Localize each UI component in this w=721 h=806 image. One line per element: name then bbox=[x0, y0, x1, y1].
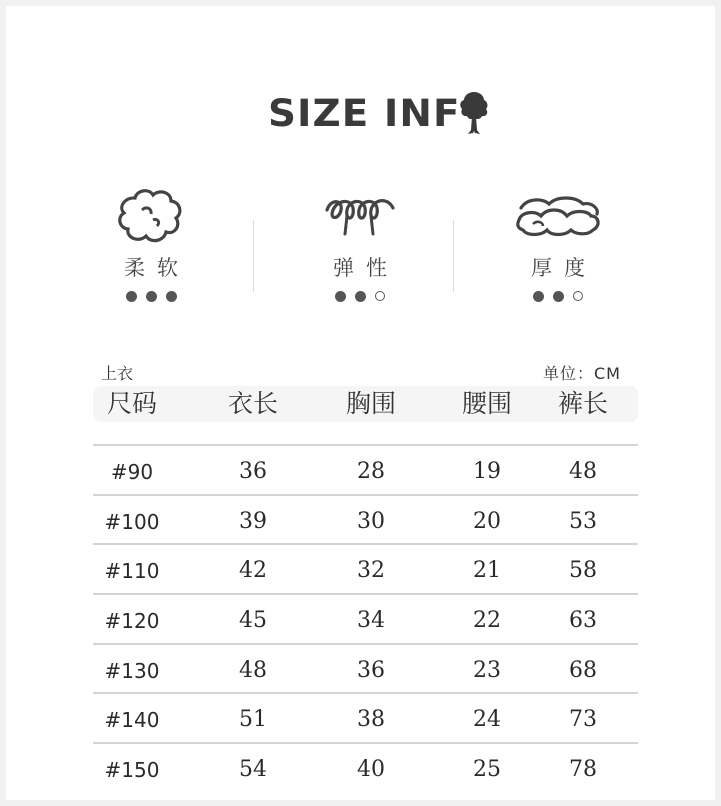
column-header-size: 尺码 bbox=[106, 389, 157, 418]
cell-size: #100 bbox=[104, 509, 160, 534]
size-info-card bbox=[6, 6, 715, 800]
table-row bbox=[93, 643, 638, 693]
feature-thickness bbox=[493, 186, 623, 311]
cell-waist: 19 bbox=[473, 459, 501, 484]
rating-dot-empty bbox=[375, 291, 385, 301]
title bbox=[268, 88, 489, 138]
cell-pants-length: 58 bbox=[569, 558, 597, 584]
table-row bbox=[93, 444, 638, 494]
column-header-length: 衣长 bbox=[227, 389, 278, 418]
feature-softness bbox=[86, 186, 216, 311]
feature-label: 厚度 bbox=[531, 256, 597, 280]
title-text: SIZE INF bbox=[268, 91, 461, 135]
size-table bbox=[93, 386, 638, 792]
table-row bbox=[93, 742, 638, 792]
cell-length: 42 bbox=[239, 558, 267, 584]
cell-pants-length: 63 bbox=[569, 608, 597, 634]
cell-length: 54 bbox=[239, 757, 267, 783]
column-header-waist: 腰围 bbox=[461, 389, 512, 418]
rating-dot-filled bbox=[126, 291, 137, 302]
layers-icon bbox=[513, 186, 603, 248]
column-header-chest: 胸围 bbox=[345, 389, 396, 418]
divider bbox=[253, 220, 254, 292]
feature-elasticity bbox=[295, 186, 425, 311]
rating-dot-filled bbox=[335, 291, 346, 302]
table-row bbox=[93, 593, 638, 643]
column-header-pants-length: 裤长 bbox=[557, 389, 608, 418]
cell-length: 39 bbox=[239, 508, 267, 534]
table-row bbox=[93, 494, 638, 544]
cell-chest: 28 bbox=[357, 459, 385, 484]
feature-label: 弹性 bbox=[333, 256, 399, 280]
rating-dot-filled bbox=[533, 291, 544, 302]
cell-size: #120 bbox=[104, 609, 160, 634]
rating-dot-filled bbox=[146, 291, 157, 302]
tree-icon bbox=[459, 90, 489, 136]
cell-chest: 34 bbox=[357, 608, 385, 634]
cell-chest: 36 bbox=[357, 657, 385, 683]
cell-chest: 40 bbox=[357, 757, 385, 783]
cell-pants-length: 78 bbox=[569, 757, 597, 783]
cell-size: #90 bbox=[110, 460, 154, 484]
cell-waist: 23 bbox=[473, 657, 501, 683]
cell-pants-length: 68 bbox=[569, 657, 597, 683]
cell-waist: 22 bbox=[473, 608, 501, 634]
rating-dot-empty bbox=[573, 291, 583, 301]
rating-dot-filled bbox=[355, 291, 366, 302]
cell-waist: 24 bbox=[473, 707, 501, 733]
rating-dot-filled bbox=[553, 291, 564, 302]
rating-dots bbox=[493, 291, 623, 302]
cell-size: #130 bbox=[104, 658, 160, 683]
cell-waist: 21 bbox=[473, 558, 501, 584]
cell-pants-length: 48 bbox=[569, 459, 597, 484]
cell-length: 36 bbox=[239, 459, 267, 484]
category-label: 上衣 bbox=[101, 364, 134, 383]
table-header bbox=[93, 386, 638, 422]
cell-size: #140 bbox=[104, 708, 160, 733]
rating-dot-filled bbox=[166, 291, 177, 302]
cell-chest: 38 bbox=[357, 707, 385, 733]
rating-dots bbox=[295, 291, 425, 302]
unit-label: 单位：CM bbox=[543, 364, 621, 383]
cell-waist: 20 bbox=[473, 508, 501, 534]
table-body bbox=[93, 444, 638, 792]
cell-length: 45 bbox=[239, 608, 267, 634]
cell-size: #150 bbox=[104, 758, 160, 783]
cell-length: 51 bbox=[239, 707, 267, 733]
cell-pants-length: 53 bbox=[569, 508, 597, 534]
cell-waist: 25 bbox=[473, 757, 501, 783]
divider bbox=[453, 220, 454, 292]
cell-length: 48 bbox=[239, 657, 267, 683]
cell-chest: 30 bbox=[357, 508, 385, 534]
cotton-icon bbox=[115, 186, 187, 248]
cell-size: #110 bbox=[104, 559, 160, 584]
feature-label: 柔软 bbox=[124, 256, 190, 280]
cell-chest: 32 bbox=[357, 558, 385, 584]
spring-icon bbox=[323, 186, 397, 248]
cell-pants-length: 73 bbox=[569, 707, 597, 733]
table-row bbox=[93, 692, 638, 742]
table-row bbox=[93, 543, 638, 593]
rating-dots bbox=[86, 291, 216, 302]
